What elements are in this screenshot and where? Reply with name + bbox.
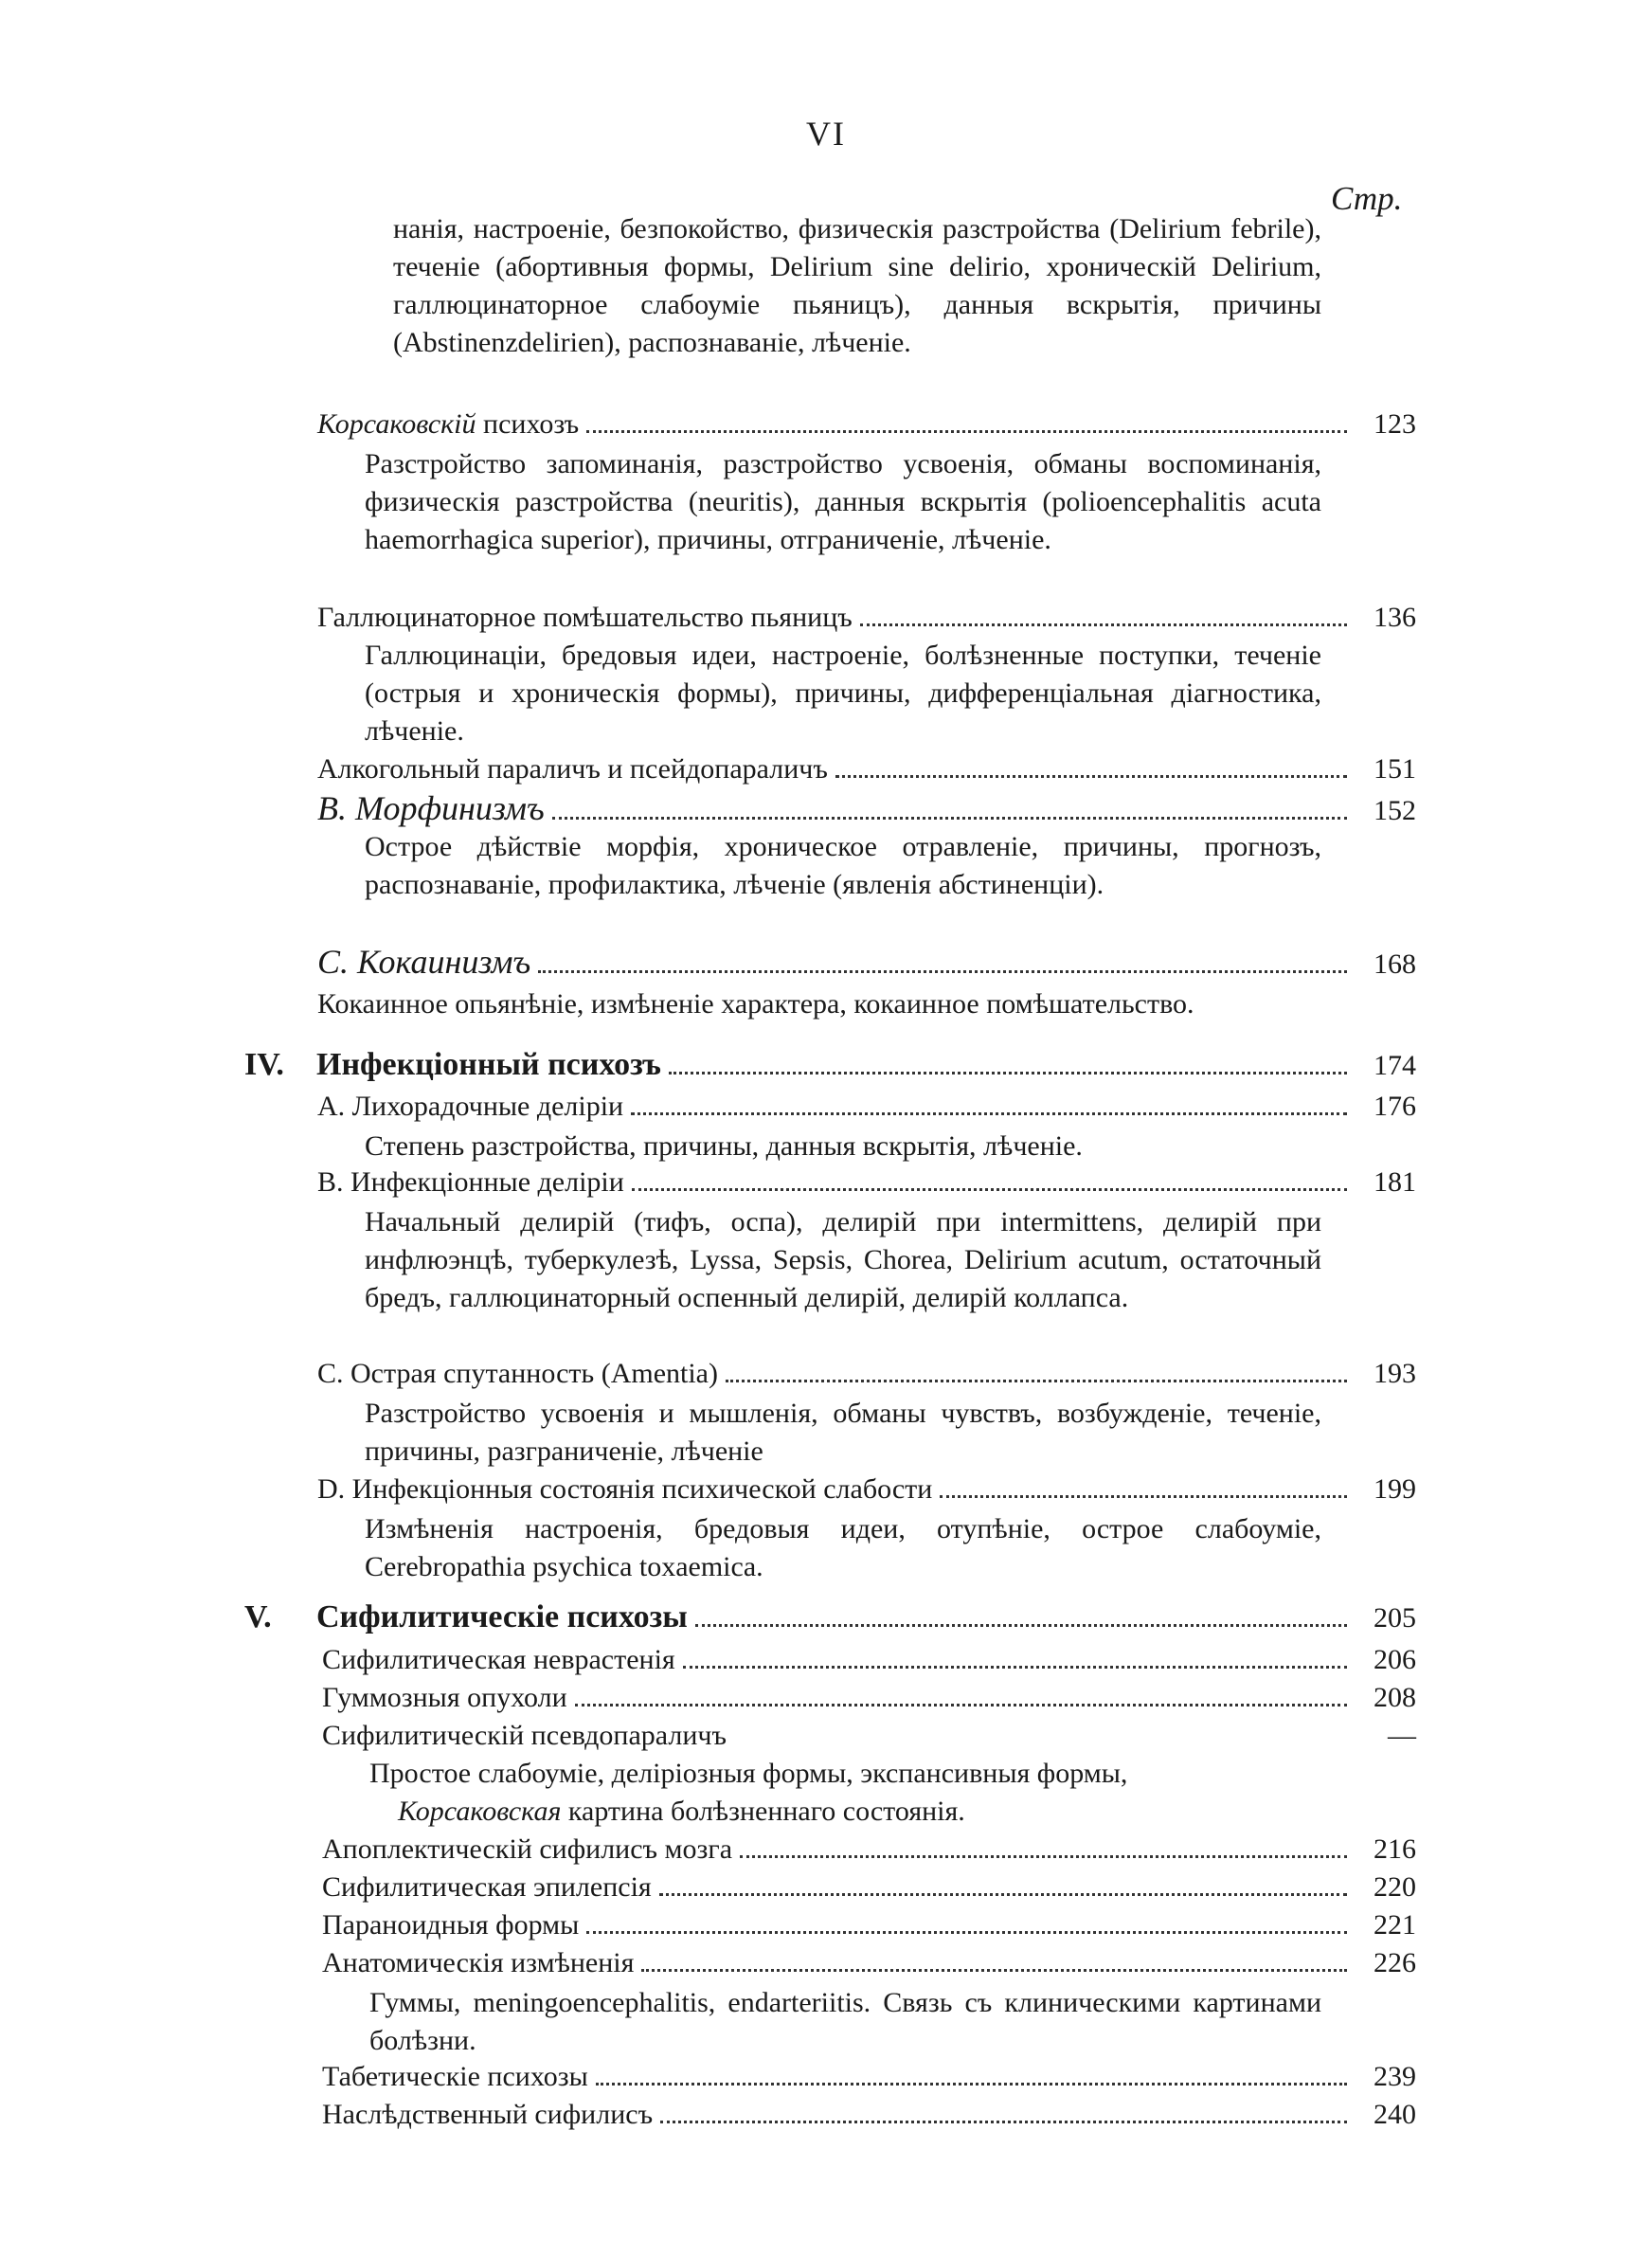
page-ref: 216 — [1374, 1833, 1416, 1865]
korsakov-description: Разстройство запоминанія, разстройство усвоенія, обманы воспоминанія, физическія разстройства (neuritis), данныя вскрытія (polioencephalitis acuta haemorrhagica superior), причины, отграниченіе, лѣченіе. — [365, 448, 1321, 555]
description-text: картина болѣзненнаго состоянія. — [567, 1796, 965, 1827]
toc-entry-iv-b[interactable] — [317, 1164, 1416, 1205]
leader-dots — [641, 1946, 1347, 1972]
entry-title: Наслѣдственный сифилисъ — [322, 2099, 654, 2130]
toc-entry-anatomical[interactable] — [322, 1944, 1416, 1986]
leader-dots — [659, 1870, 1347, 1896]
page-ref: 123 — [1374, 408, 1416, 440]
page-ref: 221 — [1374, 1909, 1416, 1941]
entry-title: A. Лихорадочные деліріи — [317, 1091, 624, 1122]
page-ref: 181 — [1374, 1166, 1416, 1198]
leader-dots — [575, 1681, 1347, 1706]
toc-entry-morphinism[interactable] — [317, 789, 1416, 831]
entry-title: Анатомическія измѣненія — [322, 1947, 635, 1978]
korsakov-suffix: психозъ — [483, 408, 580, 440]
page-ref: 206 — [1374, 1644, 1416, 1675]
toc-entry-epilepsy[interactable] — [322, 1869, 1416, 1910]
entry-title: D. Инфекціонныя состоянія психической слабости — [317, 1473, 933, 1505]
entry-title: Сифилитическая эпилепсія — [322, 1871, 652, 1903]
page-ref: 152 — [1374, 795, 1416, 826]
description-line: Простое слабоуміе, деліріозныя формы, экспансивныя формы, — [369, 1758, 1128, 1789]
leader-dots — [660, 2098, 1347, 2123]
entry-title: Морфинизмъ — [355, 789, 545, 827]
pseudoparalysis-description — [369, 1755, 1321, 1831]
entry-title: Алкогольный параличъ и псейдопараличъ — [317, 753, 828, 785]
page-ref: 136 — [1374, 602, 1416, 633]
page-number: VI — [806, 115, 846, 153]
leader-dots — [538, 948, 1347, 973]
toc-entry-alcohol-paralysis[interactable] — [317, 750, 1416, 792]
page-column-label: Стр. — [1331, 180, 1403, 217]
section-number: V. — [244, 1599, 272, 1634]
page-ref: 220 — [1374, 1871, 1416, 1903]
leader-dots — [552, 794, 1347, 820]
page-ref: 151 — [1374, 753, 1416, 785]
iv-b-description: Начальный делирій (тифъ, оспа), делирій при intermittens, делирій при инфлюэнцѣ, туберкулезѣ, Lyssa, Sepsis, Chorea, Delirium acutum, остаточный бредъ, галлюцинаторный оспенный делирій, делирій коллапса. — [365, 1206, 1321, 1313]
page-ref: 174 — [1374, 1050, 1416, 1081]
korsakov-prefix: Корсаковскій — [317, 408, 476, 440]
entry-letter: B. — [317, 789, 347, 827]
leader-dots — [860, 601, 1347, 626]
page-ref: 239 — [1374, 2061, 1416, 2092]
section-v-heading[interactable] — [244, 1597, 1416, 1642]
leader-dots — [632, 1165, 1347, 1191]
section-number: IV. — [244, 1047, 284, 1082]
page-ref: 176 — [1374, 1091, 1416, 1122]
toc-entry-cocainism[interactable] — [317, 943, 1416, 984]
section-iv-heading[interactable] — [244, 1044, 1416, 1090]
page-ref: 199 — [1374, 1473, 1416, 1505]
toc-entry-gumma[interactable] — [322, 1679, 1416, 1721]
entry-title: Параноидныя формы — [322, 1909, 580, 1941]
page-ref: 168 — [1374, 948, 1416, 980]
entry-title: Апоплектическій сифилисъ мозга — [322, 1833, 733, 1865]
page-ref: 205 — [1374, 1602, 1416, 1634]
leader-dots — [586, 407, 1347, 433]
korsakov-reference: Корсаковская — [398, 1796, 562, 1827]
page-ref: 208 — [1374, 1682, 1416, 1713]
entry-title: C. Острая спутанность (Amentia) — [317, 1358, 718, 1389]
toc-entry-korsakov[interactable] — [317, 406, 1416, 447]
toc-entry-apoplectic[interactable] — [322, 1831, 1416, 1872]
section-title: Сифилитическіе психозы — [316, 1599, 688, 1634]
continued-description: нанія, настроеніе, безпокойство, физическія разстройства (Delirium febrile), теченіе (абортивныя формы, Delirium sine delirio, хроническій Delirium, галлюцинаторное слабоуміе пьяницъ), данныя вскрытія, причины (Abstinenzdelirien), распознаваніе, лѣченіе. — [393, 213, 1321, 358]
entry-title: B. Инфекціонные деліріи — [317, 1166, 624, 1198]
toc-entry-paranoid[interactable] — [322, 1906, 1416, 1948]
description-line — [369, 1793, 1321, 1831]
toc-entry-iv-c[interactable] — [317, 1355, 1416, 1397]
leader-dots — [835, 752, 1347, 778]
anatomical-description: Гуммы, meningoencephalitis, endarteriitis. Связь съ клиническими картинами болѣзни. — [369, 1987, 1321, 2056]
toc-entry-iv-a[interactable] — [317, 1088, 1416, 1129]
toc-entry-syph-pseudoparalysis[interactable] — [322, 1717, 1416, 1759]
iv-c-description: Разстройство усвоенія и мышленія, обманы чувствъ, возбужденіе, теченіе, причины, разграниченіе, лѣченіе — [365, 1398, 1321, 1467]
leader-dots — [726, 1357, 1347, 1382]
entry-letter: C. — [317, 943, 350, 981]
section-title: Инфекціонный психозъ — [316, 1047, 661, 1082]
page-ref: 240 — [1374, 2099, 1416, 2130]
entry-title: Сифилитическая неврастенія — [322, 1644, 675, 1675]
iv-a-description: Степень разстройства, причины, данныя вскрытія, лѣченіе. — [365, 1130, 1083, 1162]
leader-space — [734, 1722, 1347, 1744]
toc-entry-iv-d[interactable] — [317, 1471, 1416, 1512]
toc-entry-hallucinatory[interactable] — [317, 599, 1416, 641]
iv-d-description: Измѣненія настроенія, бредовыя идеи, отупѣніе, острое слабоуміе, Cerebropathia psychica toxaemica. — [365, 1513, 1321, 1582]
entry-title: Табетическіе психозы — [322, 2061, 588, 2092]
hallucinatory-description: Галлюцинаціи, бредовыя идеи, настроеніе, болѣзненные поступки, теченіе (острыя и хроническія формы), причины, дифференціальная діагностика, лѣченіе. — [365, 640, 1321, 747]
leader-dots — [596, 2060, 1347, 2085]
entry-title: Галлюцинаторное помѣшательство пьяницъ — [317, 602, 853, 633]
leader-dots — [586, 1908, 1347, 1934]
cocainism-description: Кокаинное опьянѣніе, измѣненіе характера, кокаинное помѣшательство. — [317, 988, 1194, 1020]
toc-entry-syph-neurasthenia[interactable] — [322, 1641, 1416, 1683]
leader-dots — [631, 1090, 1347, 1115]
entry-title: Гуммозныя опухоли — [322, 1682, 567, 1713]
page-ref: — — [1388, 1720, 1416, 1751]
entry-title: Кокаинизмъ — [357, 943, 531, 981]
leader-dots — [695, 1601, 1347, 1627]
leader-dots — [669, 1049, 1347, 1074]
leader-dots — [940, 1472, 1347, 1498]
page-ref: 226 — [1374, 1947, 1416, 1978]
toc-entry-hereditary[interactable] — [322, 2096, 1416, 2138]
toc-entry-tabetic[interactable] — [322, 2058, 1416, 2100]
morphinism-description: Острое дѣйствіе морфія, хроническое отравленіе, причины, прогнозъ, распознаваніе, профилактика, лѣченіе (явленія абстиненціи). — [365, 831, 1321, 900]
page-ref: 193 — [1374, 1358, 1416, 1389]
entry-title: Сифилитическій псевдопараличъ — [322, 1720, 727, 1751]
leader-dots — [740, 1833, 1347, 1858]
leader-dots — [683, 1643, 1347, 1669]
